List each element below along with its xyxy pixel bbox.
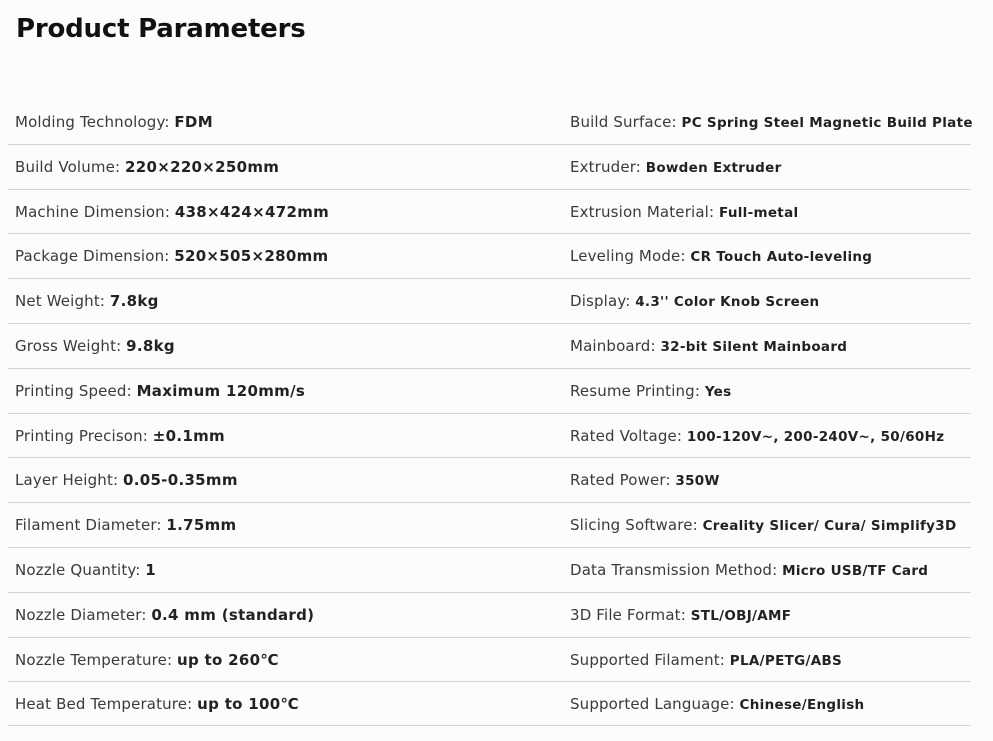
- spec-cell-left: [15, 548, 156, 592]
- spec-value: 9.8kg: [126, 336, 175, 355]
- spec-value: up to 260℃: [177, 650, 279, 669]
- spec-label: Net Weight:: [15, 292, 106, 311]
- spec-cell-right: [570, 593, 791, 637]
- spec-value: 0.05-0.35mm: [122, 471, 238, 490]
- spec-value: 1.75mm: [166, 516, 237, 535]
- spec-value: Chinese/English: [739, 697, 865, 714]
- spec-value: 350W: [675, 473, 720, 490]
- spec-cell-left: [15, 503, 236, 547]
- spec-cell-right: [570, 458, 720, 502]
- spec-label: Mainboard:: [570, 336, 656, 355]
- spec-cell-left: [15, 100, 213, 144]
- spec-label: Extruder:: [570, 157, 641, 176]
- spec-cell-left: [15, 638, 279, 682]
- spec-value: 438×424×472mm: [174, 202, 330, 221]
- spec-value: 1: [145, 560, 157, 579]
- spec-row: [0, 145, 993, 190]
- spec-label: Heat Bed Temperature:: [15, 695, 193, 714]
- spec-value: Micro USB/TF Card: [782, 562, 929, 579]
- spec-value: 520×505×280mm: [174, 247, 329, 266]
- spec-row: [0, 548, 993, 593]
- spec-label: Layer Height:: [15, 471, 119, 490]
- page-title: Product Parameters: [16, 14, 306, 44]
- spec-cell-right: [570, 682, 864, 726]
- spec-value: 220×220×250mm: [125, 157, 280, 176]
- spec-value: Yes: [704, 383, 732, 400]
- spec-label: Build Surface:: [570, 113, 677, 131]
- spec-label: Nozzle Diameter:: [15, 605, 147, 624]
- spec-label: Build Volume:: [15, 157, 121, 176]
- spec-cell-left: [15, 145, 279, 189]
- spec-cell-left: [15, 279, 159, 323]
- spec-row: [0, 234, 993, 279]
- spec-cell-left: [15, 458, 238, 502]
- spec-cell-right: [570, 638, 842, 682]
- spec-row: [0, 100, 993, 145]
- spec-cell-right: [570, 145, 782, 189]
- spec-row: [0, 638, 993, 683]
- spec-cell-left: [15, 593, 314, 637]
- spec-row: [0, 279, 993, 324]
- spec-value: FDM: [174, 113, 213, 131]
- spec-label: Nozzle Quantity:: [15, 560, 141, 579]
- spec-label: Slicing Software:: [570, 516, 698, 535]
- spec-label: Extrusion Material:: [570, 202, 715, 221]
- spec-label: Resume Printing:: [570, 381, 701, 400]
- spec-table: [0, 100, 993, 727]
- spec-value: STL/OBJ/AMF: [690, 607, 792, 624]
- spec-value: Full-metal: [718, 204, 799, 221]
- spec-value: 7.8kg: [109, 292, 159, 311]
- spec-label: Leveling Mode:: [570, 247, 686, 266]
- spec-value: 32-bit Silent Mainboard: [660, 338, 848, 355]
- spec-label: Display:: [570, 292, 631, 311]
- spec-cell-left: [15, 414, 225, 458]
- spec-label: Rated Power:: [570, 471, 671, 490]
- spec-value: up to 100℃: [197, 695, 299, 714]
- spec-cell-right: [570, 414, 944, 458]
- spec-label: Gross Weight:: [15, 336, 122, 355]
- spec-value: Bowden Extruder: [645, 159, 782, 176]
- spec-label: Machine Dimension:: [15, 202, 171, 221]
- spec-label: Supported Language:: [570, 695, 735, 714]
- spec-row: [0, 324, 993, 369]
- spec-cell-left: [15, 324, 175, 368]
- spec-cell-left: [15, 234, 328, 278]
- spec-row: [0, 190, 993, 235]
- spec-label: Rated Voltage:: [570, 426, 683, 445]
- spec-cell-left: [15, 190, 329, 234]
- spec-label: Nozzle Temperature:: [15, 650, 173, 669]
- spec-value: CR Touch Auto-leveling: [690, 249, 873, 266]
- spec-cell-right: [570, 503, 956, 547]
- spec-row: [0, 458, 993, 503]
- row-divider: [8, 725, 971, 726]
- spec-cell-right: [570, 100, 973, 144]
- spec-cell-left: [15, 369, 305, 413]
- spec-cell-right: [570, 279, 819, 323]
- spec-row: [0, 593, 993, 638]
- spec-label: Package Dimension:: [15, 247, 170, 266]
- spec-cell-right: [570, 369, 731, 413]
- spec-value: 4.3'' Color Knob Screen: [635, 294, 820, 311]
- spec-label: Molding Technology:: [15, 113, 170, 131]
- spec-value: Maximum 120mm/s: [136, 381, 306, 400]
- spec-label: Supported Filament:: [570, 650, 726, 669]
- spec-row: [0, 682, 993, 727]
- spec-row: [0, 414, 993, 459]
- spec-value: 100-120V~, 200-240V~, 50/60Hz: [686, 428, 945, 445]
- spec-cell-left: [15, 682, 299, 726]
- spec-value: ±0.1mm: [152, 426, 225, 445]
- spec-label: Printing Precison:: [15, 426, 148, 445]
- spec-cell-right: [570, 190, 798, 234]
- spec-cell-right: [570, 234, 872, 278]
- spec-cell-right: [570, 324, 847, 368]
- spec-cell-right: [570, 548, 928, 592]
- spec-value: Creality Slicer/ Cura/ Simplify3D: [702, 518, 957, 535]
- spec-label: Data Transmission Method:: [570, 560, 778, 579]
- spec-value: PC Spring Steel Magnetic Build Plate: [681, 115, 973, 131]
- spec-label: Filament Diameter:: [15, 516, 162, 535]
- spec-row: [0, 369, 993, 414]
- spec-value: 0.4 mm (standard): [151, 605, 315, 624]
- spec-label: Printing Speed:: [15, 381, 132, 400]
- spec-value: PLA/PETG/ABS: [729, 652, 843, 669]
- spec-row: [0, 503, 993, 548]
- spec-label: 3D File Format:: [570, 605, 686, 624]
